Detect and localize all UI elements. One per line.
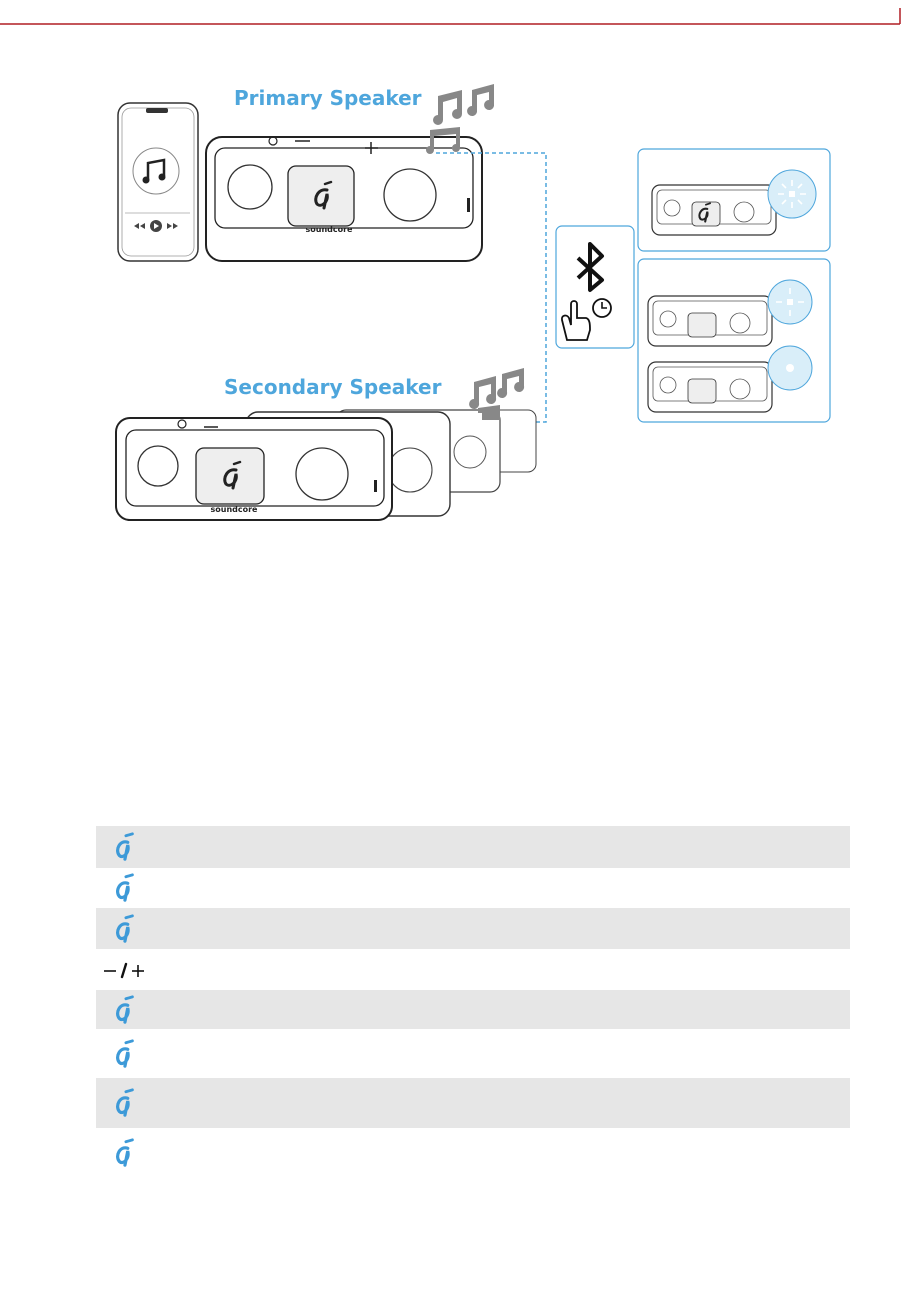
- led-solid-icon: [768, 346, 812, 390]
- primary-brand-text: soundcore: [305, 225, 353, 234]
- table-row: [96, 1029, 850, 1078]
- phone-icon: [118, 103, 198, 261]
- soundcore-logo-icon: [96, 868, 152, 908]
- led-status-box: [638, 259, 830, 422]
- secondary-speaker-stack: [116, 410, 536, 520]
- table-row: [96, 990, 850, 1029]
- led-flash-icon: [768, 280, 812, 324]
- soundcore-logo-icon: [96, 908, 152, 949]
- soundcore-logo-icon: [96, 990, 152, 1029]
- pairing-diagram: [0, 0, 918, 600]
- soundcore-logo-icon: [96, 1029, 152, 1078]
- table-row: [96, 1128, 850, 1178]
- soundcore-logo-icon: [96, 826, 152, 868]
- table-row: [96, 1078, 850, 1128]
- soundcore-logo-icon: [96, 1128, 152, 1178]
- secondary-speaker-label: Secondary Speaker: [224, 375, 442, 399]
- bluetooth-instruction-box: [556, 226, 634, 348]
- table-row: [96, 908, 850, 949]
- soundcore-logo-icon: [96, 1078, 152, 1128]
- feature-table: [96, 826, 850, 1178]
- primary-speaker-label: Primary Speaker: [234, 86, 422, 110]
- volume-minus-plus-icon: [96, 949, 152, 990]
- secondary-brand-text: soundcore: [210, 505, 258, 514]
- table-row: [96, 868, 850, 908]
- led-flash-icon: [768, 170, 816, 218]
- primary-speaker: [206, 137, 482, 261]
- table-row: [96, 826, 850, 868]
- led-flash-box: [638, 149, 830, 251]
- table-row: [96, 949, 850, 990]
